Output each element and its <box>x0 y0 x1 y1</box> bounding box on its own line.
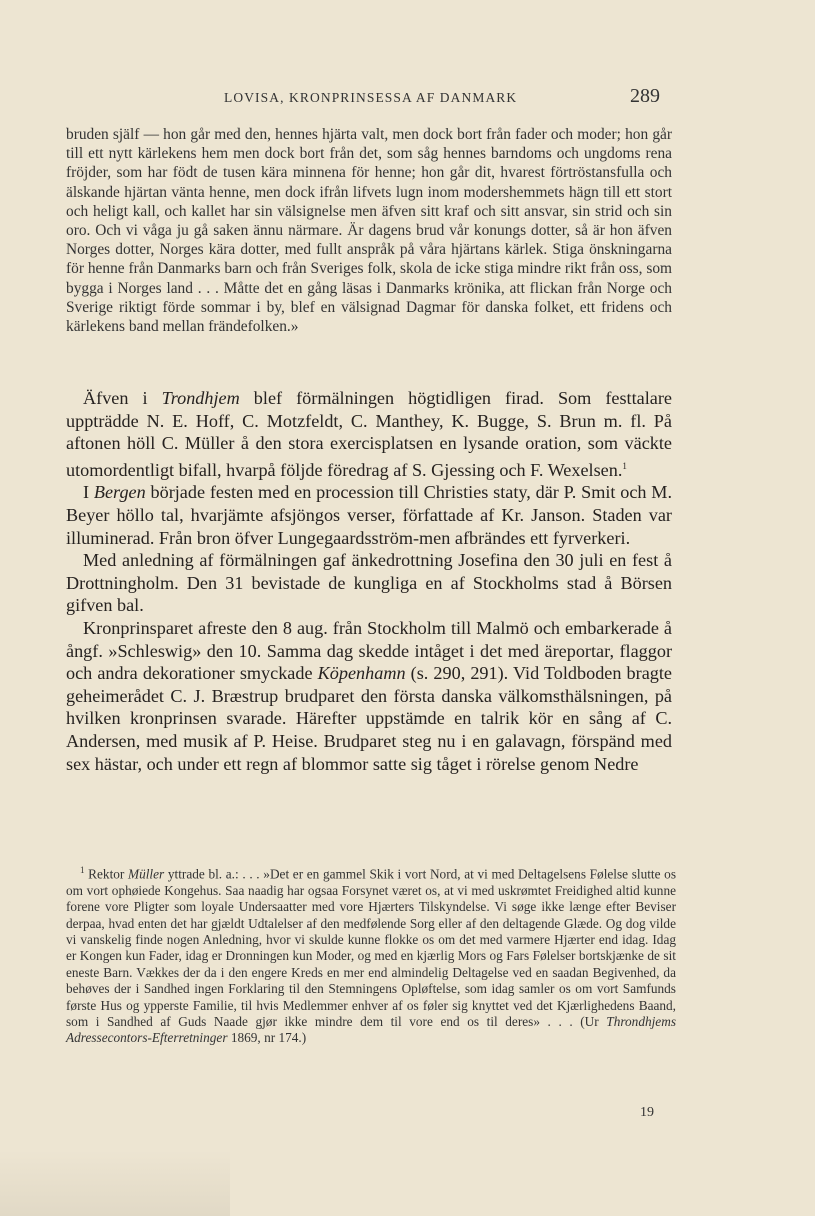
paragraph-kopenhamn <box>66 617 672 775</box>
footnote-paragraph <box>66 862 676 1047</box>
paragraph-trondhjem <box>66 387 672 481</box>
place-name: Bergen <box>93 482 146 503</box>
text-run: yttrade bl. a.: . . . »Det er en gammel Skik i vort Nord, at vi med Deltagelsens Følelse slutte os om vort ophøiede Kongehus. Saa naadig har ogsaa Forsynet været os, at vi med uskrømtet Freidighed altid kunne forene vore Pligter som loyale Undersaatter med vore Hjærters Tilskyndelse. Vi søge ikke længe efter Beviser derpaa, hvad enten det har gjældt Udtalelser af den medfølende Sorg eller af den deltagende Glæde. Og dog vilde vi vanskelig finde nogen Anledning, hvor vi skulde kunne flokke os om det med varmere Hjærter end idag. Idag er Kongen kun Fader, idag er Dronningen kun Moder, og med en kjærlig Mors og Fars Følelser bortskjænke de sit eneste Barn. Vækkes der da i den engere Kreds en mer end almindelig Deltagelse ved en saadan Begivenhed, da behøves der i Sandhed ingen Forklaring til den Stemningens Opløftelse, som idag samler os om vort Samfunds første Hus og ypperste Familie, til hvis Medlemmer enhver af os føler sig knyttet ved det Kjærlighedens Baand, som i Sandhed af Guds Naade gjør ikke mindre dem til vore end os til deres» . . . (Ur <box>66 866 677 1030</box>
paper-shadow <box>0 1150 230 1216</box>
main-text <box>66 387 672 775</box>
text-run: började festen med en procession till Christies staty, där P. Smit och M. Beyer höllo tal, hvarjämte afsjöngos verser, författade af Kr. Janson. Staden var illuminerad. Från bron öfver Lungegaardsström-men afbrändes ett fyrverkeri. <box>66 482 672 548</box>
footnote <box>66 862 676 1047</box>
quoted-speech <box>66 125 672 336</box>
text-run: (s. 290, 291). Vid Toldboden bragte geheimerådet C. J. Bræstrup brudparet den första danska välkomsthälsningen, på hvilken kronprinsen svarade. Härefter uppstämde en talrik kör en sång af C. Andersen, med musik af P. Heise. Brudparet steg nu i en galavagn, förspänd med sex hästar, och under ett regn af blommor satte sig tåget i rörelse genom Nedre <box>66 663 672 774</box>
paragraph-drottningholm: Med anledning af förmälningen gaf änkedrottning Josefina den 30 juli en fest å Drottningholm. Den 31 bevistade de kungliga en af Stockholms stad å Börsen gifven bal. <box>66 550 672 616</box>
footnote-marker: 1 <box>80 865 85 875</box>
place-name: Köpenhamn <box>317 663 406 684</box>
text-run: Kronprinsparet afreste den 8 aug. från Stockholm till Malmö och embarkerade å ångf. »Schleswig» den 10. Samma dag skedde intåget i det med äreportar, flaggor och andra dekorationer smyckade <box>66 618 672 684</box>
person-name: Müller <box>128 866 165 882</box>
quote-paragraph: bruden själf — hon går med den, hennes hjärta valt, men dock bort från fader och moder; hon går till ett nytt kärlekens hem men dock bort från det, som såg hennes barndoms och ungdoms rena fröjder, som har födt de tusen kära minnena för henne; hon går dit, hvarest förtröstansfulla och älskande hjärtan vänta henne, men dock ifrån lifvets lugn inom modershemmets hägn till ett stort och heligt kall, och kallet har sin välsignelse men äfven sitt kraf och sitt ansvar, sin strid och sin oro. Och vi våga ju gå saken ännu närmare. Är dagens brud vår konungs dotter, så är hon äfven Norges dotter, Norges kära dotter, med fullt anspråk på våra hjärtans kärlek. Stiga önskningarna för henne från Danmarks barn och från Sveriges folk, skola de icke stiga mindre rikt från oss, som bygga i Norges land . . . Måtte det en gång läsas i Danmarks krönika, att flickan från Norge och Sverige riktigt förde sommar i by, blef en välsignad Dagmar för danska folket, ett fridens och kärlekens band mellan frändefolken.» <box>66 126 672 336</box>
text-run: blef förmälningen högtidligen firad. Som festtalare uppträdde N. E. Hoff, C. Motzfeldt, C. Manthey, K. Bugge, S. Brun m. fl. På aftonen höll C. Müller å den stora exercisplatsen en lysande oration, som väckte utomordentligt bifall, hvarpå följde föredrag af S. Gjessing och F. Wexelsen. <box>66 388 672 480</box>
text-run: Rektor <box>84 866 129 882</box>
running-head: LOVISA, KRONPRINSESSA AF DANMARK <box>224 90 518 105</box>
place-name: Trondhjem <box>161 388 240 408</box>
signature-mark: 19 <box>640 1105 654 1120</box>
publication-title: Throndhjems Adressecontors-Efterretninger <box>66 1014 676 1046</box>
page-number: 289 <box>630 85 660 107</box>
footnote-reference: 1 <box>622 460 627 471</box>
text-run: Äfven i <box>83 388 162 408</box>
text-run: I <box>83 482 94 503</box>
text-run: 1869, nr 174.) <box>227 1030 307 1046</box>
paragraph-bergen <box>66 481 672 549</box>
